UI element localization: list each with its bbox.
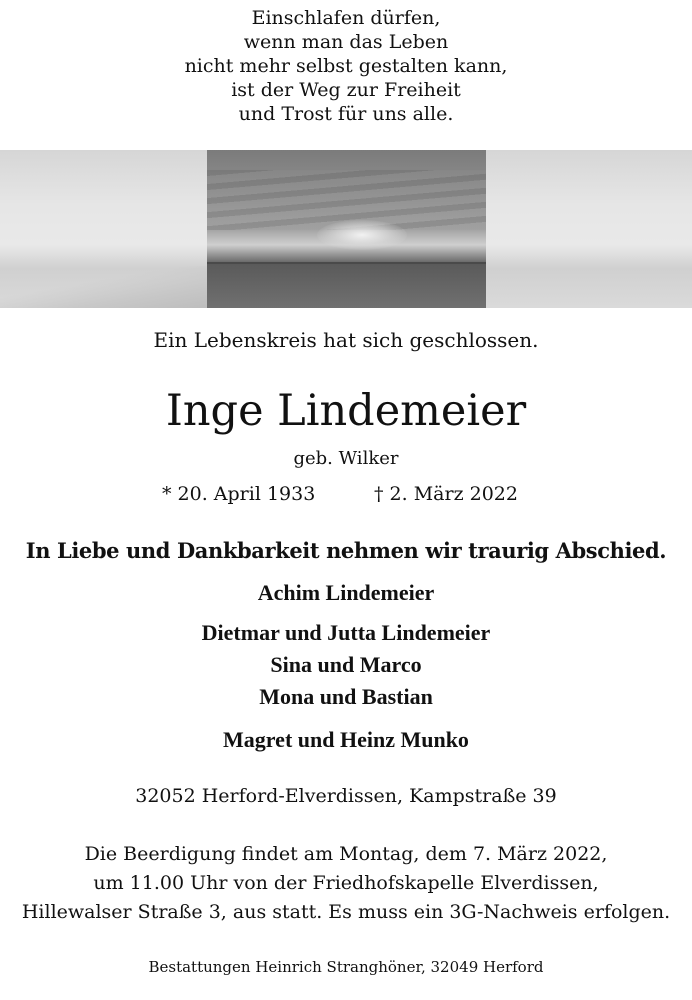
mourner-name: Achim Lindemeier — [257, 580, 435, 605]
funeral-notice — [0, 840, 692, 927]
birth-name: geb. Wilker — [293, 448, 399, 469]
deceased-name: Inge Lindemeier — [165, 386, 527, 436]
intro-text: Ein Lebenskreis hat sich geschlossen. — [153, 328, 539, 352]
farewell-text: In Liebe und Dankbarkeit nehmen wir traurig Abschied. — [25, 538, 667, 563]
sun-glow — [317, 220, 407, 250]
poem-line: ist der Weg zur Freiheit — [231, 79, 461, 101]
shoreline — [0, 266, 210, 308]
sunset-sea-photo — [207, 150, 486, 308]
funeral-line: Die Beerdigung findet am Montag, dem 7. März 2022, — [84, 843, 608, 865]
undertaker: Bestattungen Heinrich Stranghöner, 32049 Herford — [148, 958, 544, 976]
funeral-line: Hillewalser Straße 3, aus statt. Es muss ein 3G-Nachweis erfolgen. — [21, 901, 671, 923]
mourner-name: Dietmar und Jutta Lindemeier — [201, 620, 491, 645]
poem-line: Einschlafen dürfen, — [251, 7, 441, 29]
death-date: † 2. März 2022 — [374, 483, 518, 505]
funeral-line: um 11.00 Uhr von der Friedhofskapelle Elverdissen, — [93, 872, 599, 894]
mourner-name: Sina und Marco — [270, 652, 422, 677]
poem-line: nicht mehr selbst gestalten kann, — [184, 55, 508, 77]
address: 32052 Herford-Elverdissen, Kampstraße 39 — [135, 785, 557, 807]
poem-line: wenn man das Leben — [243, 31, 449, 53]
mourner-name: Magret und Heinz Munko — [223, 727, 469, 752]
mourner-name: Mona und Bastian — [259, 684, 433, 709]
horizon-line — [207, 262, 486, 264]
poem — [0, 6, 692, 126]
poem-line: und Trost für uns alle. — [238, 103, 454, 125]
birth-date: * 20. April 1933 — [162, 483, 316, 505]
